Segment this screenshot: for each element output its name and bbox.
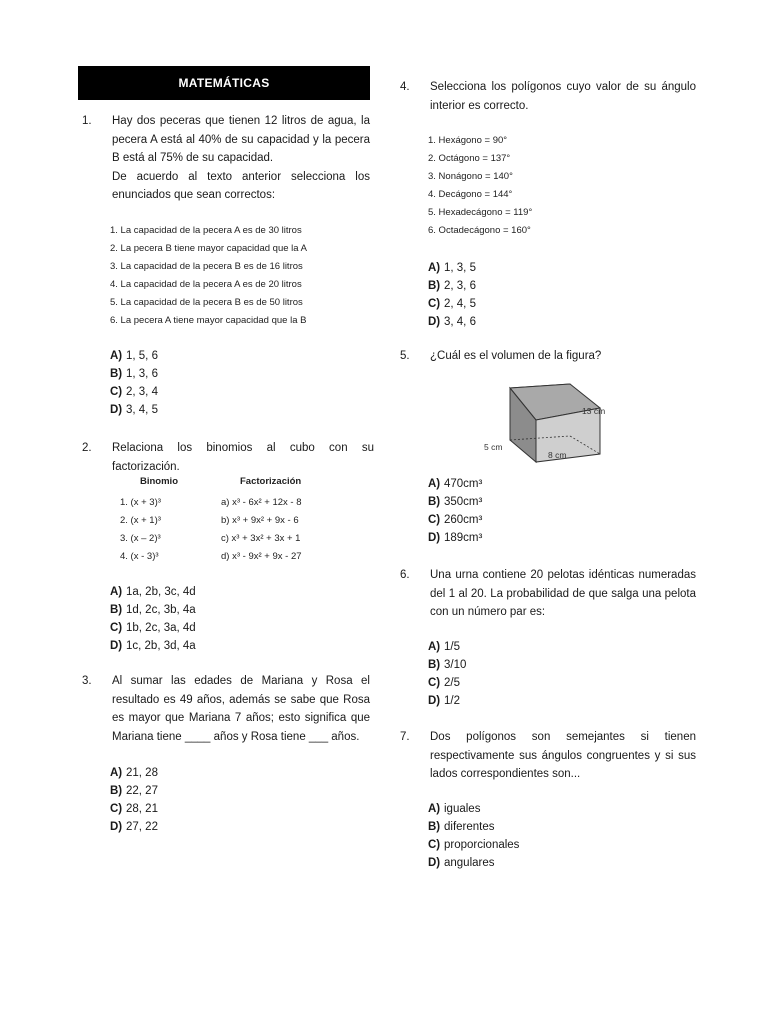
- question-number: 7.: [400, 731, 410, 743]
- factorizacion-cell: b) x³ + 9x² + 9x - 6: [221, 514, 299, 526]
- option-a[interactable]: A) 1, 3, 5: [428, 262, 476, 274]
- option-d[interactable]: D) 27, 22: [110, 821, 158, 833]
- statement-item: 1. Hexágono = 90°: [428, 135, 508, 146]
- answer-options: [428, 800, 519, 872]
- option-d[interactable]: D) 3, 4, 5: [110, 404, 158, 416]
- option-d[interactable]: D) 3, 4, 6: [428, 316, 476, 328]
- section-title: [78, 66, 370, 100]
- column-header-factorizacion: Factorización: [240, 476, 302, 487]
- option-c[interactable]: C) 2/5: [428, 677, 460, 689]
- option-b[interactable]: B) 350cm³: [428, 496, 483, 508]
- question-number: 2.: [82, 442, 92, 454]
- option-a[interactable]: A) 21, 28: [110, 767, 158, 779]
- option-b[interactable]: B) 1, 3, 6: [110, 368, 158, 380]
- statement-item: 3. Nonágono = 140°: [428, 171, 513, 182]
- question-number: 4.: [400, 81, 410, 93]
- factorizacion-cell: a) x³ - 6x² + 12x - 8: [221, 496, 302, 508]
- binomio-cell: 2. (x + 1)³: [120, 514, 161, 526]
- binomio-cell: 4. (x - 3)³: [120, 550, 159, 562]
- question-number: 5.: [400, 350, 410, 362]
- option-c[interactable]: C) 260cm³: [428, 514, 483, 526]
- option-a[interactable]: A) iguales: [428, 803, 481, 815]
- question-text: ¿Cuál es el volumen de la figura?: [430, 350, 602, 362]
- statement-item: 6. La pecera A tiene mayor capacidad que la B: [110, 315, 307, 326]
- question-number: 1.: [82, 115, 92, 127]
- table-row: [120, 529, 302, 547]
- factorizacion-cell: c) x³ + 3x² + 3x + 1: [221, 532, 301, 544]
- option-c[interactable]: C) 1b, 2c, 3a, 4d: [110, 622, 196, 634]
- statement-item: 5. Hexadecágono = 119°: [428, 207, 533, 218]
- option-d[interactable]: D) 1c, 2b, 3d, 4a: [110, 640, 196, 652]
- statement-item: 3. La capacidad de la pecera B es de 16 litros: [110, 261, 303, 272]
- statement-item: 4. La capacidad de la pecera A es de 20 litros: [110, 279, 302, 290]
- answer-options: [110, 583, 196, 655]
- question-text: Al sumar las edades de Mariana y Rosa el resultado es 49 años, además se sabe que Rosa es mayor que Mariana 7 años; esto significa que Mariana tiene ____ años y Rosa tiene ___ años.: [112, 675, 370, 743]
- statement-item: 2. La pecera B tiene mayor capacidad que la A: [110, 243, 307, 254]
- column-header-binomio: Binomio: [140, 476, 178, 487]
- option-c[interactable]: C) proporcionales: [428, 839, 520, 851]
- option-d[interactable]: D) 1/2: [428, 695, 460, 707]
- binomio-cell: 3. (x – 2)³: [120, 532, 161, 544]
- height-label: 13 cm: [582, 406, 606, 416]
- statement-item: 6. Octadecágono = 160°: [428, 225, 531, 236]
- statement-list: [110, 222, 307, 330]
- answer-options: [428, 475, 482, 547]
- answer-options: [110, 347, 158, 419]
- option-d[interactable]: D) 189cm³: [428, 532, 483, 544]
- option-d[interactable]: D) angulares: [428, 857, 495, 869]
- section-title-text: MATEMÁTICAS: [178, 76, 270, 90]
- statement-item: 1. La capacidad de la pecera A es de 30 litros: [110, 225, 302, 236]
- answer-options: [428, 638, 466, 710]
- question-text: Selecciona los polígonos cuyo valor de su ángulo interior es correcto.: [430, 81, 696, 112]
- depth-label: 5 cm: [484, 442, 503, 452]
- option-b[interactable]: B) diferentes: [428, 821, 495, 833]
- question-number: 6.: [400, 569, 410, 581]
- answer-options: [428, 259, 476, 331]
- question-number: 3.: [82, 675, 92, 687]
- statement-item: 4. Decágono = 144°: [428, 189, 513, 200]
- option-b[interactable]: B) 1d, 2c, 3b, 4a: [110, 604, 196, 616]
- option-b[interactable]: B) 3/10: [428, 659, 467, 671]
- binomial-table: [120, 476, 302, 565]
- option-a[interactable]: A) 1, 5, 6: [110, 350, 158, 362]
- table-row: [120, 547, 302, 565]
- option-a[interactable]: A) 1/5: [428, 641, 460, 653]
- question-text: Una urna contiene 20 pelotas idénticas numeradas del 1 al 20. La probabilidad de que salga una pelota con un número par es:: [430, 569, 696, 618]
- option-c[interactable]: C) 2, 3, 4: [110, 386, 158, 398]
- width-label: 8 cm: [548, 450, 567, 460]
- statement-item: 5. La capacidad de la pecera B es de 50 litros: [110, 297, 303, 308]
- factorizacion-cell: d) x³ - 9x² + 9x - 27: [221, 550, 302, 562]
- statement-item: 2. Octágono = 137°: [428, 153, 511, 164]
- question-text: Dos polígonos son semejantes si tienen respectivamente sus ángulos congruentes y si sus lados correspondientes son...: [430, 731, 696, 780]
- binomio-cell: 1. (x + 3)³: [120, 496, 161, 508]
- option-a[interactable]: A) 1a, 2b, 3c, 4d: [110, 586, 196, 598]
- option-c[interactable]: C) 2, 4, 5: [428, 298, 476, 310]
- answer-options: [110, 764, 158, 836]
- option-a[interactable]: A) 470cm³: [428, 478, 483, 490]
- table-row: [120, 493, 302, 511]
- option-c[interactable]: C) 28, 21: [110, 803, 158, 815]
- question-text: Hay dos peceras que tienen 12 litros de agua, la pecera A está al 40% de su capacidad y la pecera B está al 75% de su capacidad.: [112, 115, 370, 164]
- option-b[interactable]: B) 22, 27: [110, 785, 158, 797]
- table-row: [120, 511, 302, 529]
- question-instruction: De acuerdo al texto anterior selecciona los enunciados que sean correctos:: [112, 170, 370, 201]
- statement-list: [428, 132, 532, 240]
- option-b[interactable]: B) 2, 3, 6: [428, 280, 476, 292]
- question-text: Relaciona los binomios al cubo con su factorización.: [112, 442, 374, 473]
